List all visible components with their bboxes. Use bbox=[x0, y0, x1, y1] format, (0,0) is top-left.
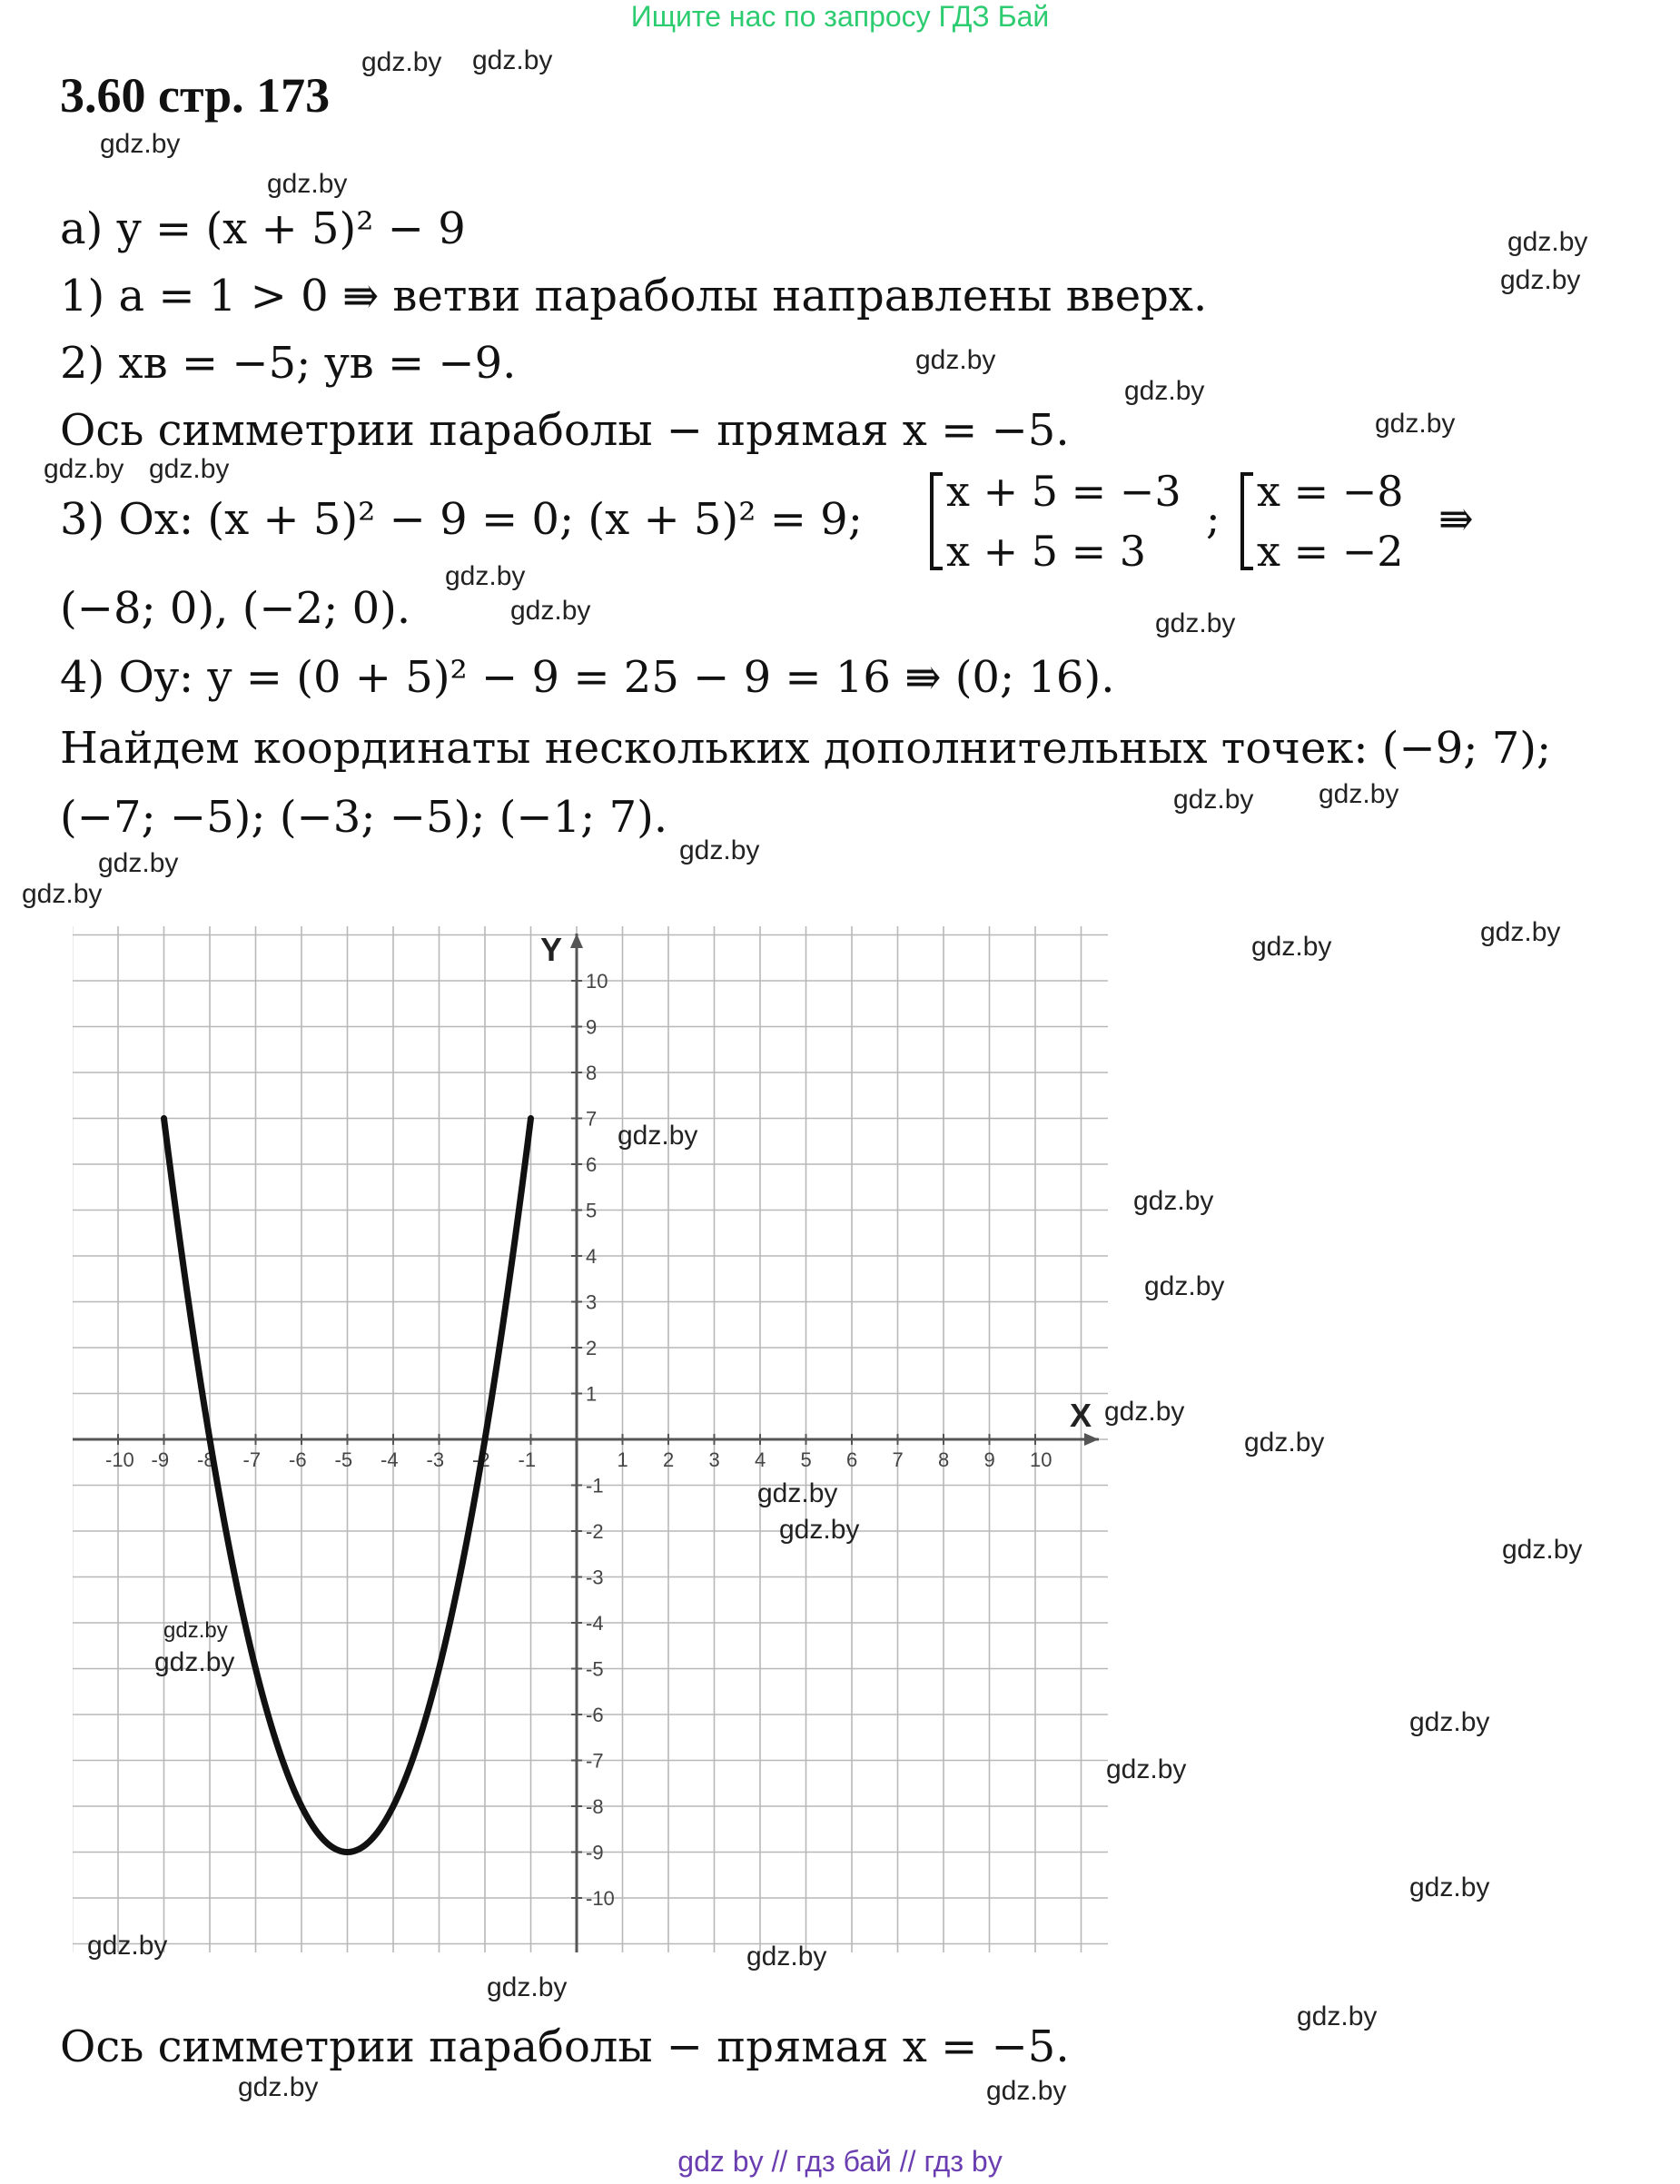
x-tick-label: -10 bbox=[105, 1448, 134, 1471]
y-tick-label: -5 bbox=[586, 1657, 604, 1681]
watermark: gdz.by bbox=[1297, 2001, 1378, 2031]
y-tick-label: -7 bbox=[586, 1749, 604, 1773]
x-tick-label: -7 bbox=[242, 1448, 262, 1471]
watermark: gdz.by bbox=[163, 1618, 228, 1643]
watermark: gdz.by bbox=[100, 129, 181, 159]
watermark: gdz.by bbox=[915, 345, 996, 375]
y-tick-label: 6 bbox=[586, 1153, 598, 1176]
watermark: gdz.by bbox=[44, 454, 124, 484]
x-tick-label: -9 bbox=[151, 1448, 170, 1471]
y-tick-label: 1 bbox=[586, 1382, 598, 1406]
watermark: gdz.by bbox=[1155, 608, 1236, 638]
watermark: gdz.by bbox=[1319, 779, 1399, 809]
x-tick-label: -1 bbox=[518, 1448, 537, 1471]
x-axis-arrow bbox=[1084, 1433, 1099, 1446]
x-tick-label: 9 bbox=[983, 1448, 995, 1471]
y-tick-label: 5 bbox=[586, 1199, 598, 1222]
watermark: gdz.by bbox=[746, 1942, 827, 1972]
x-axis-label: X bbox=[1070, 1397, 1092, 1434]
x-tick-label: -5 bbox=[334, 1448, 353, 1471]
x-tick-label: 2 bbox=[663, 1448, 675, 1471]
y-tick-label: -2 bbox=[586, 1520, 604, 1543]
system-separator: ; bbox=[1206, 494, 1220, 543]
watermark: gdz.by bbox=[1375, 409, 1456, 439]
x-tick-label: 8 bbox=[938, 1448, 950, 1471]
watermark: gdz.by bbox=[1502, 1535, 1583, 1565]
y-tick-label: 3 bbox=[586, 1290, 598, 1314]
x-tick-label: 6 bbox=[846, 1448, 858, 1471]
x-tick-label: -6 bbox=[289, 1448, 307, 1471]
watermark: gdz.by bbox=[1144, 1271, 1225, 1301]
x-intercepts: (−8; 0), (−2; 0). bbox=[60, 583, 411, 634]
watermark: gdz.by bbox=[1251, 932, 1332, 962]
y-tick-label: -4 bbox=[586, 1612, 604, 1635]
x-tick-label: -3 bbox=[426, 1448, 445, 1471]
x-tick-label: -2 bbox=[472, 1448, 490, 1471]
x-tick-label: 3 bbox=[708, 1448, 720, 1471]
step-3: 3) Ox: (x + 5)² − 9 = 0; (x + 5)² = 9; bbox=[60, 494, 863, 545]
y-tick-label: -6 bbox=[586, 1704, 604, 1726]
y-tick-label: 8 bbox=[586, 1062, 598, 1084]
watermark: gdz.by bbox=[618, 1121, 698, 1151]
system-2-top: x = −8 bbox=[1257, 467, 1404, 516]
watermark: gdz.by bbox=[149, 454, 230, 484]
watermark: gdz.by bbox=[267, 169, 348, 199]
watermark: gdz.by bbox=[1409, 1873, 1490, 1902]
watermark: gdz.by bbox=[510, 596, 591, 626]
step-2-vertex: 2) xв = −5; yв = −9. bbox=[60, 338, 517, 389]
y-tick-label: 7 bbox=[586, 1107, 598, 1131]
y-tick-label: 9 bbox=[586, 1015, 598, 1039]
y-tick-label: 4 bbox=[586, 1245, 598, 1268]
watermark: gdz.by bbox=[779, 1515, 860, 1545]
equation-a: a) y = (x + 5)² − 9 bbox=[60, 203, 466, 254]
watermark: gdz.by bbox=[22, 879, 103, 909]
watermark: gdz.by bbox=[445, 561, 526, 591]
y-tick-label: 10 bbox=[586, 970, 608, 993]
y-tick-label: -3 bbox=[586, 1566, 604, 1589]
step-1: 1) a = 1 > 0 ⇛ ветви параболы направлены вверх. bbox=[60, 271, 1208, 321]
watermark: gdz.by bbox=[1409, 1707, 1490, 1737]
watermark: gdz.by bbox=[87, 1931, 168, 1961]
watermark: gdz.by bbox=[361, 47, 442, 77]
extra-points-line-2: (−7; −5); (−3; −5); (−1; 7). bbox=[60, 792, 668, 843]
watermark: gdz.by bbox=[98, 848, 179, 878]
step-4: 4) Oy: y = (0 + 5)² − 9 = 25 − 9 = 16 ⇛ (0; 16). bbox=[60, 652, 1115, 703]
x-tick-label: 7 bbox=[892, 1448, 904, 1471]
watermark: gdz.by bbox=[1480, 917, 1561, 947]
x-tick-label: 5 bbox=[800, 1448, 812, 1471]
y-tick-label: 2 bbox=[586, 1337, 598, 1359]
system-2-bottom: x = −2 bbox=[1257, 527, 1404, 576]
system-1-top: x + 5 = −3 bbox=[946, 467, 1181, 516]
x-tick-label: 10 bbox=[1030, 1448, 1052, 1471]
watermark: gdz.by bbox=[1507, 227, 1588, 257]
parabola-graph bbox=[73, 926, 1108, 1952]
x-tick-label: -4 bbox=[380, 1448, 399, 1471]
y-axis-label: Y bbox=[540, 931, 563, 968]
y-tick-label: -10 bbox=[586, 1887, 615, 1910]
system-bracket-2 bbox=[1240, 472, 1253, 570]
watermark: gdz.by bbox=[1244, 1428, 1325, 1458]
implies-arrow: ⇛ bbox=[1438, 494, 1474, 543]
symmetry-axis-text: Ось симметрии параболы − прямая x = −5. bbox=[60, 405, 1070, 456]
symmetry-axis-conclusion: Ось симметрии параболы − прямая x = −5. bbox=[60, 2021, 1070, 2072]
watermark: gdz.by bbox=[154, 1647, 235, 1677]
y-axis-arrow bbox=[570, 934, 583, 948]
watermark: gdz.by bbox=[1133, 1186, 1214, 1216]
watermark: gdz.by bbox=[1124, 376, 1205, 406]
exercise-title: 3.60 стр. 173 bbox=[60, 68, 331, 123]
watermark: gdz.by bbox=[1104, 1397, 1185, 1427]
x-tick-label: 4 bbox=[755, 1448, 766, 1471]
watermark: gdz.by bbox=[679, 835, 760, 865]
watermark: gdz.by bbox=[1106, 1754, 1187, 1784]
system-bracket-1 bbox=[930, 472, 943, 570]
y-tick-label: -8 bbox=[586, 1795, 604, 1818]
watermark: gdz.by bbox=[472, 45, 553, 75]
watermark: gdz.by bbox=[1500, 265, 1581, 295]
footer-links: gdz by // гдз бай // гдз by bbox=[677, 2145, 1003, 2178]
search-banner: Ищите нас по запросу ГДЗ Бай bbox=[630, 0, 1050, 33]
extra-points-line-1: Найдем координаты нескольких дополнительных точек: (−9; 7); bbox=[60, 723, 1552, 774]
watermark: gdz.by bbox=[238, 2072, 319, 2102]
watermark: gdz.by bbox=[1173, 785, 1254, 815]
y-tick-label: -9 bbox=[586, 1841, 604, 1864]
system-1-bottom: x + 5 = 3 bbox=[946, 527, 1147, 576]
watermark: gdz.by bbox=[986, 2076, 1067, 2106]
watermark: gdz.by bbox=[487, 1972, 568, 2002]
x-tick-label: -8 bbox=[197, 1448, 215, 1471]
x-tick-label: 1 bbox=[617, 1448, 628, 1471]
watermark: gdz.by bbox=[757, 1478, 838, 1508]
y-tick-label: -1 bbox=[586, 1474, 604, 1497]
